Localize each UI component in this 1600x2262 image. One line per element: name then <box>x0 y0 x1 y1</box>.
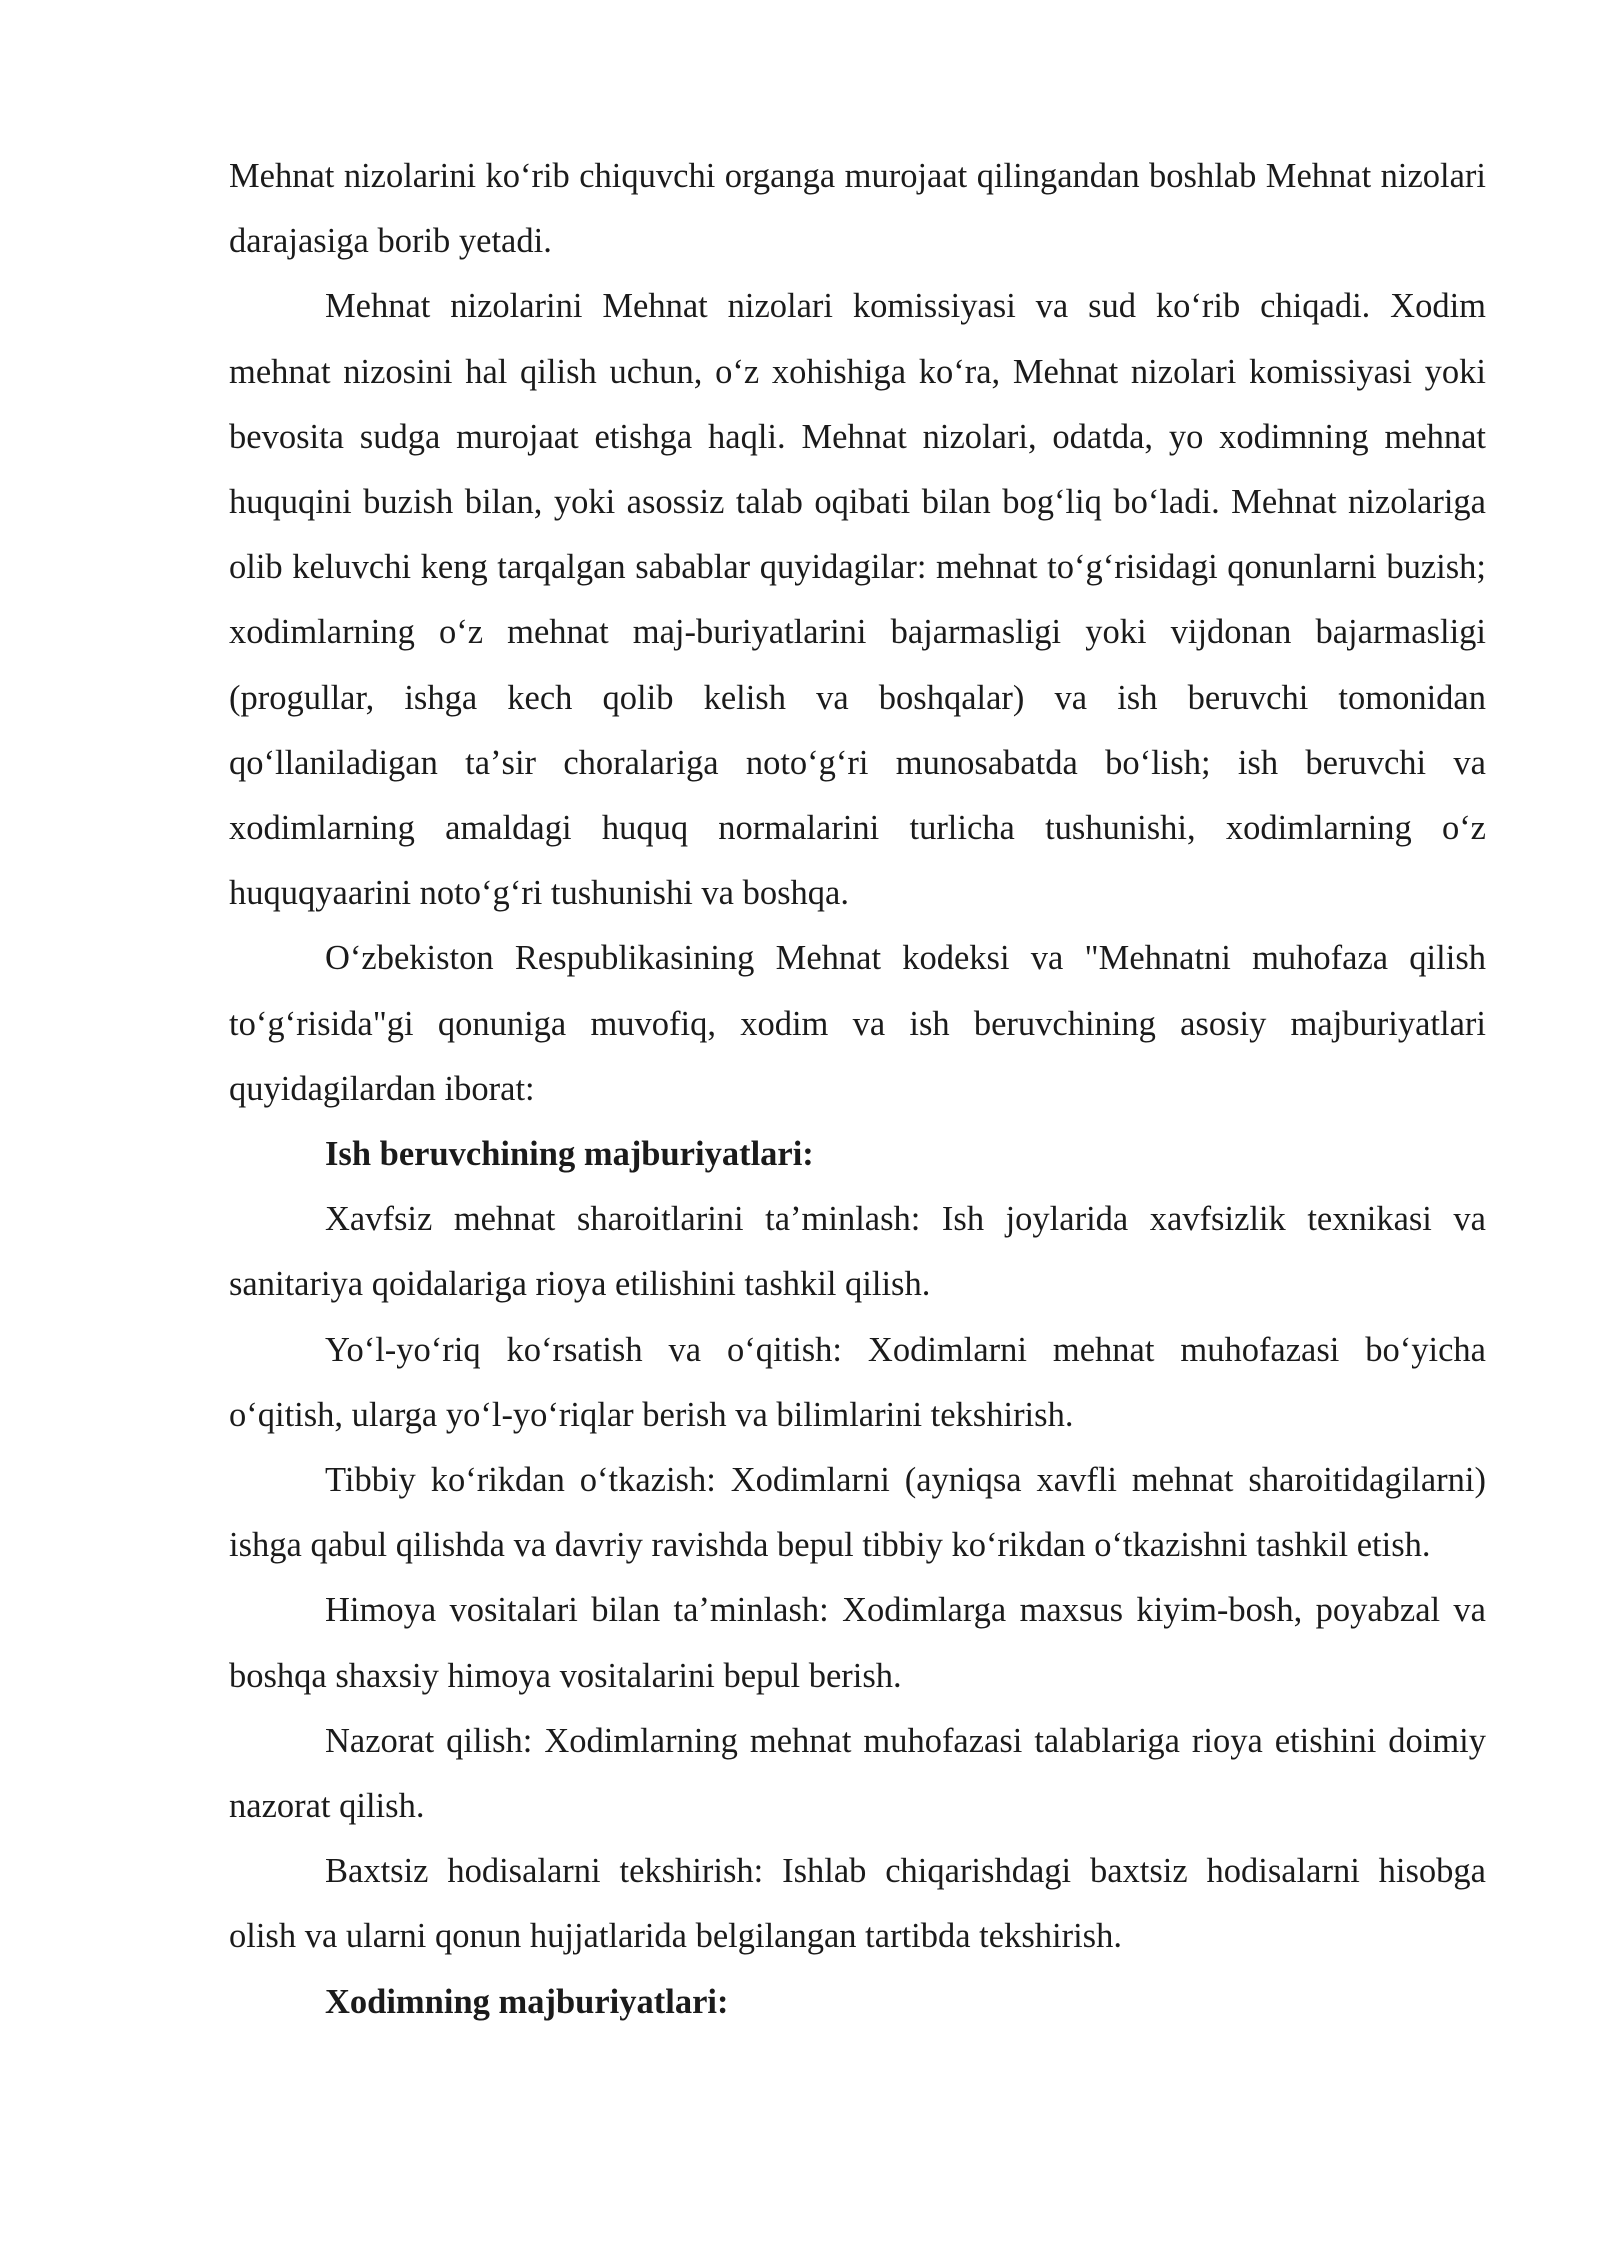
paragraph-labor-code: Oʻzbekiston Respublikasining Mehnat kodeksi va "Mehnatni muhofaza qilish toʻgʻrisida"gi qonuniga muvofiq, xodim va ish beruvchining asosiy majburiyatlari quyidagilardan iborat: <box>229 939 1486 1108</box>
employee-obligations-heading: Xodimning majburiyatlari: <box>325 1982 729 2021</box>
employer-item-supervision: Nazorat qilish: Xodimlarning mehnat muhofazasi talablariga rioya etishini doimiy nazorat qilish. <box>229 1721 1486 1826</box>
employer-item-instruction: Yoʻl-yoʻriq koʻrsatish va oʻqitish: Xodimlarni mehnat muhofazasi boʻyicha oʻqitish, ularga yoʻl-yoʻriqlar berish va bilimlarini tekshirish. <box>229 1330 1486 1434</box>
employer-item-safe-conditions: Xavfsiz mehnat sharoitlarini taʼminlash: Ish joylarida xavfsizlik texnikasi va sanitariya qoidalariga rioya etilishini tashkil qilish. <box>229 1200 1486 1304</box>
document-text-body <box>229 144 1486 2035</box>
paragraph-intro: Mehnat nizolarini koʻrib chiquvchi organga murojaat qilingandan boshlab Mehnat nizolari darajasiga borib yetadi. <box>229 157 1486 261</box>
employer-item-protective-equipment: Himoya vositalari bilan taʼminlash: Xodimlarga maxsus kiyim-bosh, poyabzal va boshqa shaxsiy himoya vositalarini bepul berish. <box>229 1591 1486 1695</box>
employer-item-medical-exam: Tibbiy koʻrikdan oʻtkazish: Xodimlarni (ayniqsa xavfli mehnat sharoitidagilarni) ishga qabul qilishda va davriy ravishda bepul tibbiy koʻrikdan oʻtkazishni tashkil etish. <box>229 1461 1486 1565</box>
employer-obligations-heading: Ish beruvchining majburiyatlari: <box>325 1135 814 1174</box>
employer-item-accident-investigation: Baxtsiz hodisalarni tekshirish: Ishlab chiqarishdagi baxtsiz hodisalarni hisobga olish va ularni qonun hujjatlarida belgilangan tartibda tekshirish. <box>229 1852 1486 1956</box>
paragraph-labor-disputes: Mehnat nizolarini Mehnat nizolari komissiyasi va sud koʻrib chiqadi. Xodim mehnat nizosini hal qilish uchun, oʻz xohishiga koʻra, Mehnat nizolari komissiyasi yoki bevosita sudga murojaat etishga haqli. Mehnat nizolari, odatda, yo xodimning mehnat huquqini buzish bilan, yoki asossiz talab oqibati bilan bogʻliq boʻladi. Mehnat nizolariga olib keluvchi keng tarqalgan sabablar quyidagilar: mehnat toʻgʻrisidagi qonunlarni buzish; xodimlarning oʻz mehnat maj-buriyatlarini bajarmasligi yoki vijdonan bajarmasligi (progullar, ishga kech qolib kelish va boshqalar) va ish beruvchi tomonidan qoʻllaniladigan taʼsir choralariga notoʻgʻri munosabatda boʻlish; ish beruvchi va xodimlarning amaldagi huquq normalarini turlicha tushunishi, xodimlarning oʻz huquqyaarini notoʻgʻri tushunishi va boshqa. <box>229 287 1486 913</box>
